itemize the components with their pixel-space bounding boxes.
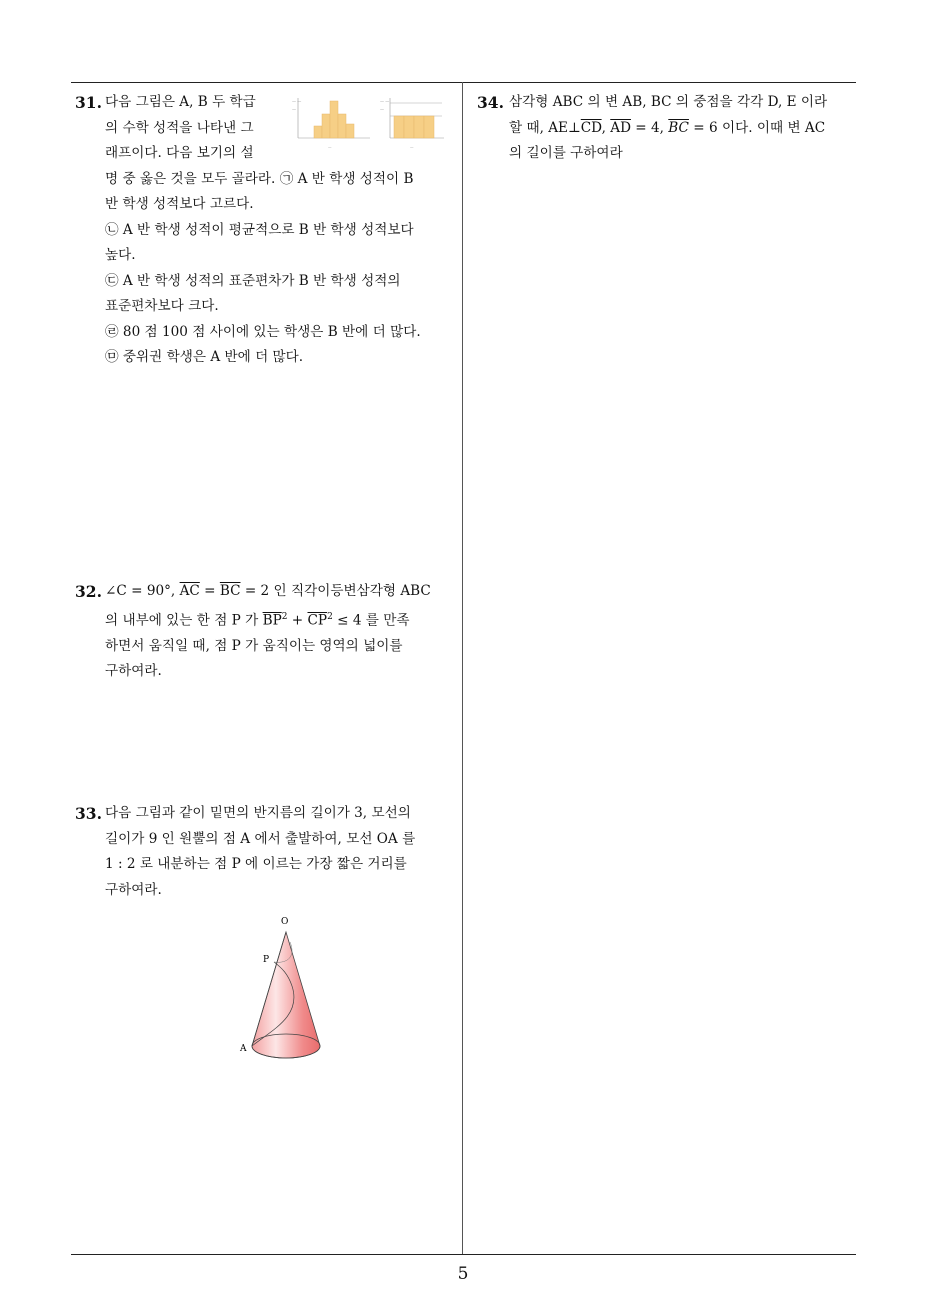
- column-separator: [462, 82, 463, 1254]
- problem-text-line: [509, 116, 859, 142]
- label-o: O: [281, 917, 289, 927]
- segment-ac: $\overline{AC}$: [179, 583, 200, 599]
- problem-32: [75, 579, 457, 685]
- choice-b: ㉡ A 반 학생 성적이 평균적으로 B 반 학생 성적보다: [105, 221, 414, 238]
- cone-figure: [232, 912, 332, 1064]
- segment-ad: $\overline{AD}$: [610, 119, 631, 136]
- choice-d: ㉣ 80 점 100 점 사이에 있는 학생은 B 반에 더 많다.: [105, 323, 421, 340]
- choice-c-cont: 표준편차보다 크다.: [105, 298, 219, 314]
- problem-text-line: 의 수학 성적을 나타낸 그: [105, 119, 254, 136]
- problem-text: = 2 인 직각이등변삼각형 ABC: [240, 583, 431, 599]
- problem-text-line: 명 중 옳은 것을 모두 골라라. ㉠ A 반 학생 성적이 B: [105, 170, 414, 187]
- problem-text: 의 내부에 있는 한 점 P 가: [105, 612, 263, 629]
- problem-number: 31.: [75, 93, 102, 112]
- segment-bp: $\overline{BP}$: [262, 612, 282, 629]
- choice-b-cont: 높다.: [105, 247, 136, 263]
- problem-text-line: 삼각형 ABC 의 변 AB, BC 의 중점을 각각 D, E 이라: [509, 94, 828, 110]
- problem-number: 33.: [75, 804, 102, 823]
- problem-text-line: 다음 그림과 같이 밑면의 반지름의 길이가 3, 모선의: [105, 805, 411, 821]
- problem-body: [509, 90, 859, 167]
- problem-text-line: [105, 579, 457, 605]
- angle-condition: ∠C = 90°,: [105, 583, 176, 599]
- segment-cp: $\overline{CP}$: [307, 612, 328, 629]
- svg-text:—: —: [380, 106, 384, 111]
- label-p: P: [263, 955, 270, 965]
- problem-text-line: 구하여라.: [105, 663, 162, 680]
- problem-text-line: 길이가 9 인 원뿔의 점 A 에서 출발하여, 모선 OA 를: [105, 830, 416, 847]
- problem-text-line: 다음 그림은 A, B 두 학급: [105, 94, 256, 110]
- problem-text-line: 의 길이를 구하여라: [509, 145, 623, 161]
- problem-33: [75, 801, 457, 903]
- problem-body: [105, 579, 457, 685]
- choice-e: ㉤ 중위권 학생은 A 반에 더 많다.: [105, 349, 304, 365]
- svg-text:— —: — —: [292, 98, 302, 103]
- problem-number: 32.: [75, 582, 102, 601]
- problem-text-line: 1 : 2 로 내분하는 점 P 에 이르는 가장 짧은 거리를: [105, 856, 407, 872]
- problem-text-line: 래프이다. 다음 보기의 설: [105, 145, 254, 161]
- equals: =: [199, 583, 220, 599]
- problem-text-line: 구하여라.: [105, 881, 162, 898]
- problem-body: [105, 801, 457, 903]
- square-exponent: 2: [281, 611, 288, 622]
- segment-bc: $\overline{BC}$: [668, 119, 689, 136]
- svg-text:—: —: [410, 145, 414, 149]
- problem-text: ,: [601, 119, 611, 136]
- problem-text: 할 때, AE⊥: [509, 119, 581, 136]
- problem-number: 34.: [477, 93, 504, 112]
- top-rule: [71, 82, 856, 83]
- svg-text:—: —: [328, 145, 332, 149]
- problem-text-line: [105, 605, 457, 634]
- problem-text: ≤ 4 를 만족: [332, 612, 410, 629]
- segment-cd: $\overline{CD}$: [580, 119, 602, 136]
- plus-sign: +: [287, 612, 308, 629]
- histogram-b: [380, 98, 444, 149]
- problem-text: = 6 이다. 이때 변 AC: [688, 119, 826, 136]
- svg-text:— —: — —: [380, 98, 390, 103]
- choice-c: ㉢ A 반 학생 성적의 표준편차가 B 반 학생 성적의: [105, 272, 401, 289]
- bottom-rule: [71, 1254, 856, 1255]
- label-a: A: [240, 1044, 247, 1054]
- problem-text-line: 반 학생 성적보다 고르다.: [105, 196, 254, 212]
- histogram-a: [292, 98, 370, 149]
- problem-34: [477, 90, 859, 167]
- problem-text-line: 하면서 움직일 때, 점 P 가 움직이는 영역의 넓이를: [105, 637, 403, 654]
- cone-surface: [252, 932, 320, 1058]
- square-exponent: 2: [327, 611, 333, 622]
- class-histograms-figure: [290, 94, 448, 154]
- problem-text: = 4,: [630, 119, 669, 136]
- segment-bc: $\overline{BC}$: [219, 583, 241, 599]
- svg-text:—: —: [292, 106, 296, 111]
- page-number: 5: [457, 1264, 469, 1284]
